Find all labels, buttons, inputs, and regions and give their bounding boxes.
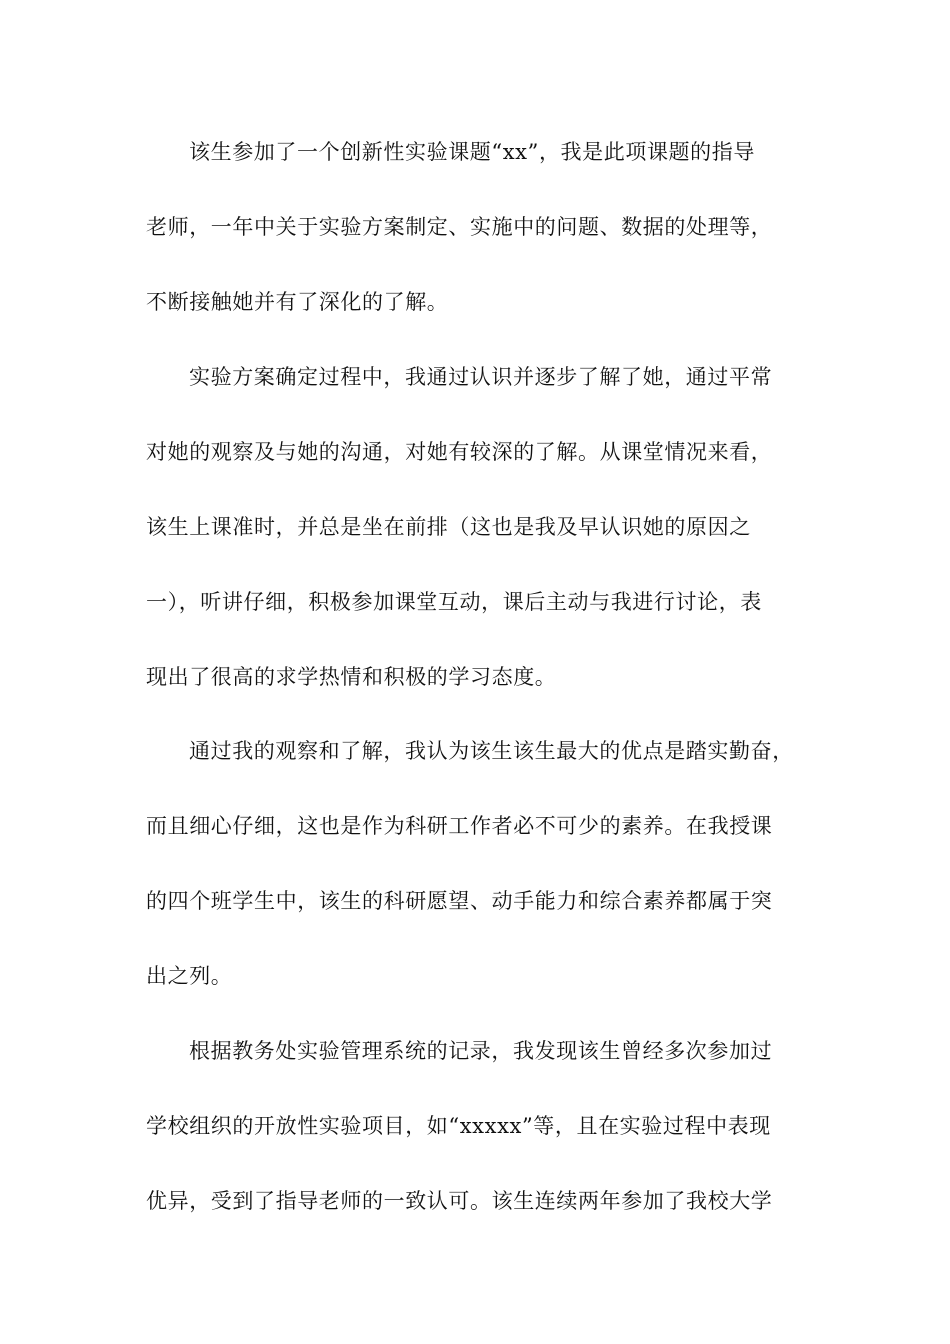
paragraph-4-line-1: 根据教务处实验管理系统的记录，我发现该生曾经多次参加过 <box>189 1039 773 1063</box>
paragraph-3-line-2: 而且细心仔细，这也是作为科研工作者必不可少的素养。在我授课 <box>146 814 773 838</box>
paragraph-3-line-1: 通过我的观察和了解，我认为该生该生最大的优点是踏实勤奋， <box>189 739 794 763</box>
paragraph-1-line-3: 不断接触她并有了深化的了解。 <box>146 290 449 314</box>
paragraph-2-line-4: 一），听讲仔细，积极参加课堂互动，课后主动与我进行讨论，表 <box>146 590 762 614</box>
paragraph-4-line-2: 学校组织的开放性实验项目，如“xxxxx”等，且在实验过程中表现 <box>146 1114 771 1138</box>
paragraph-2-line-1: 实验方案确定过程中，我通过认识并逐步了解了她，通过平常 <box>189 365 773 389</box>
paragraph-2-line-5: 现出了很高的求学热情和积极的学习态度。 <box>146 665 557 689</box>
paragraph-3-line-4: 出之列。 <box>146 964 233 988</box>
paragraph-1-line-1: 该生参加了一个创新性实验课题“xx”，我是此项课题的指导 <box>189 140 755 164</box>
paragraph-2-line-3: 该生上课准时，并总是坐在前排（这也是我及早认识她的原因之 <box>146 515 751 539</box>
paragraph-3-line-3: 的四个班学生中，该生的科研愿望、动手能力和综合素养都属于突 <box>146 889 773 913</box>
paragraph-4-line-3: 优异，受到了指导老师的一致认可。该生连续两年参加了我校大学 <box>146 1189 773 1213</box>
paragraph-2-line-2: 对她的观察及与她的沟通，对她有较深的了解。从课堂情况来看， <box>146 440 773 464</box>
paragraph-1-line-2: 老师，一年中关于实验方案制定、实施中的问题、数据的处理等， <box>146 215 773 239</box>
